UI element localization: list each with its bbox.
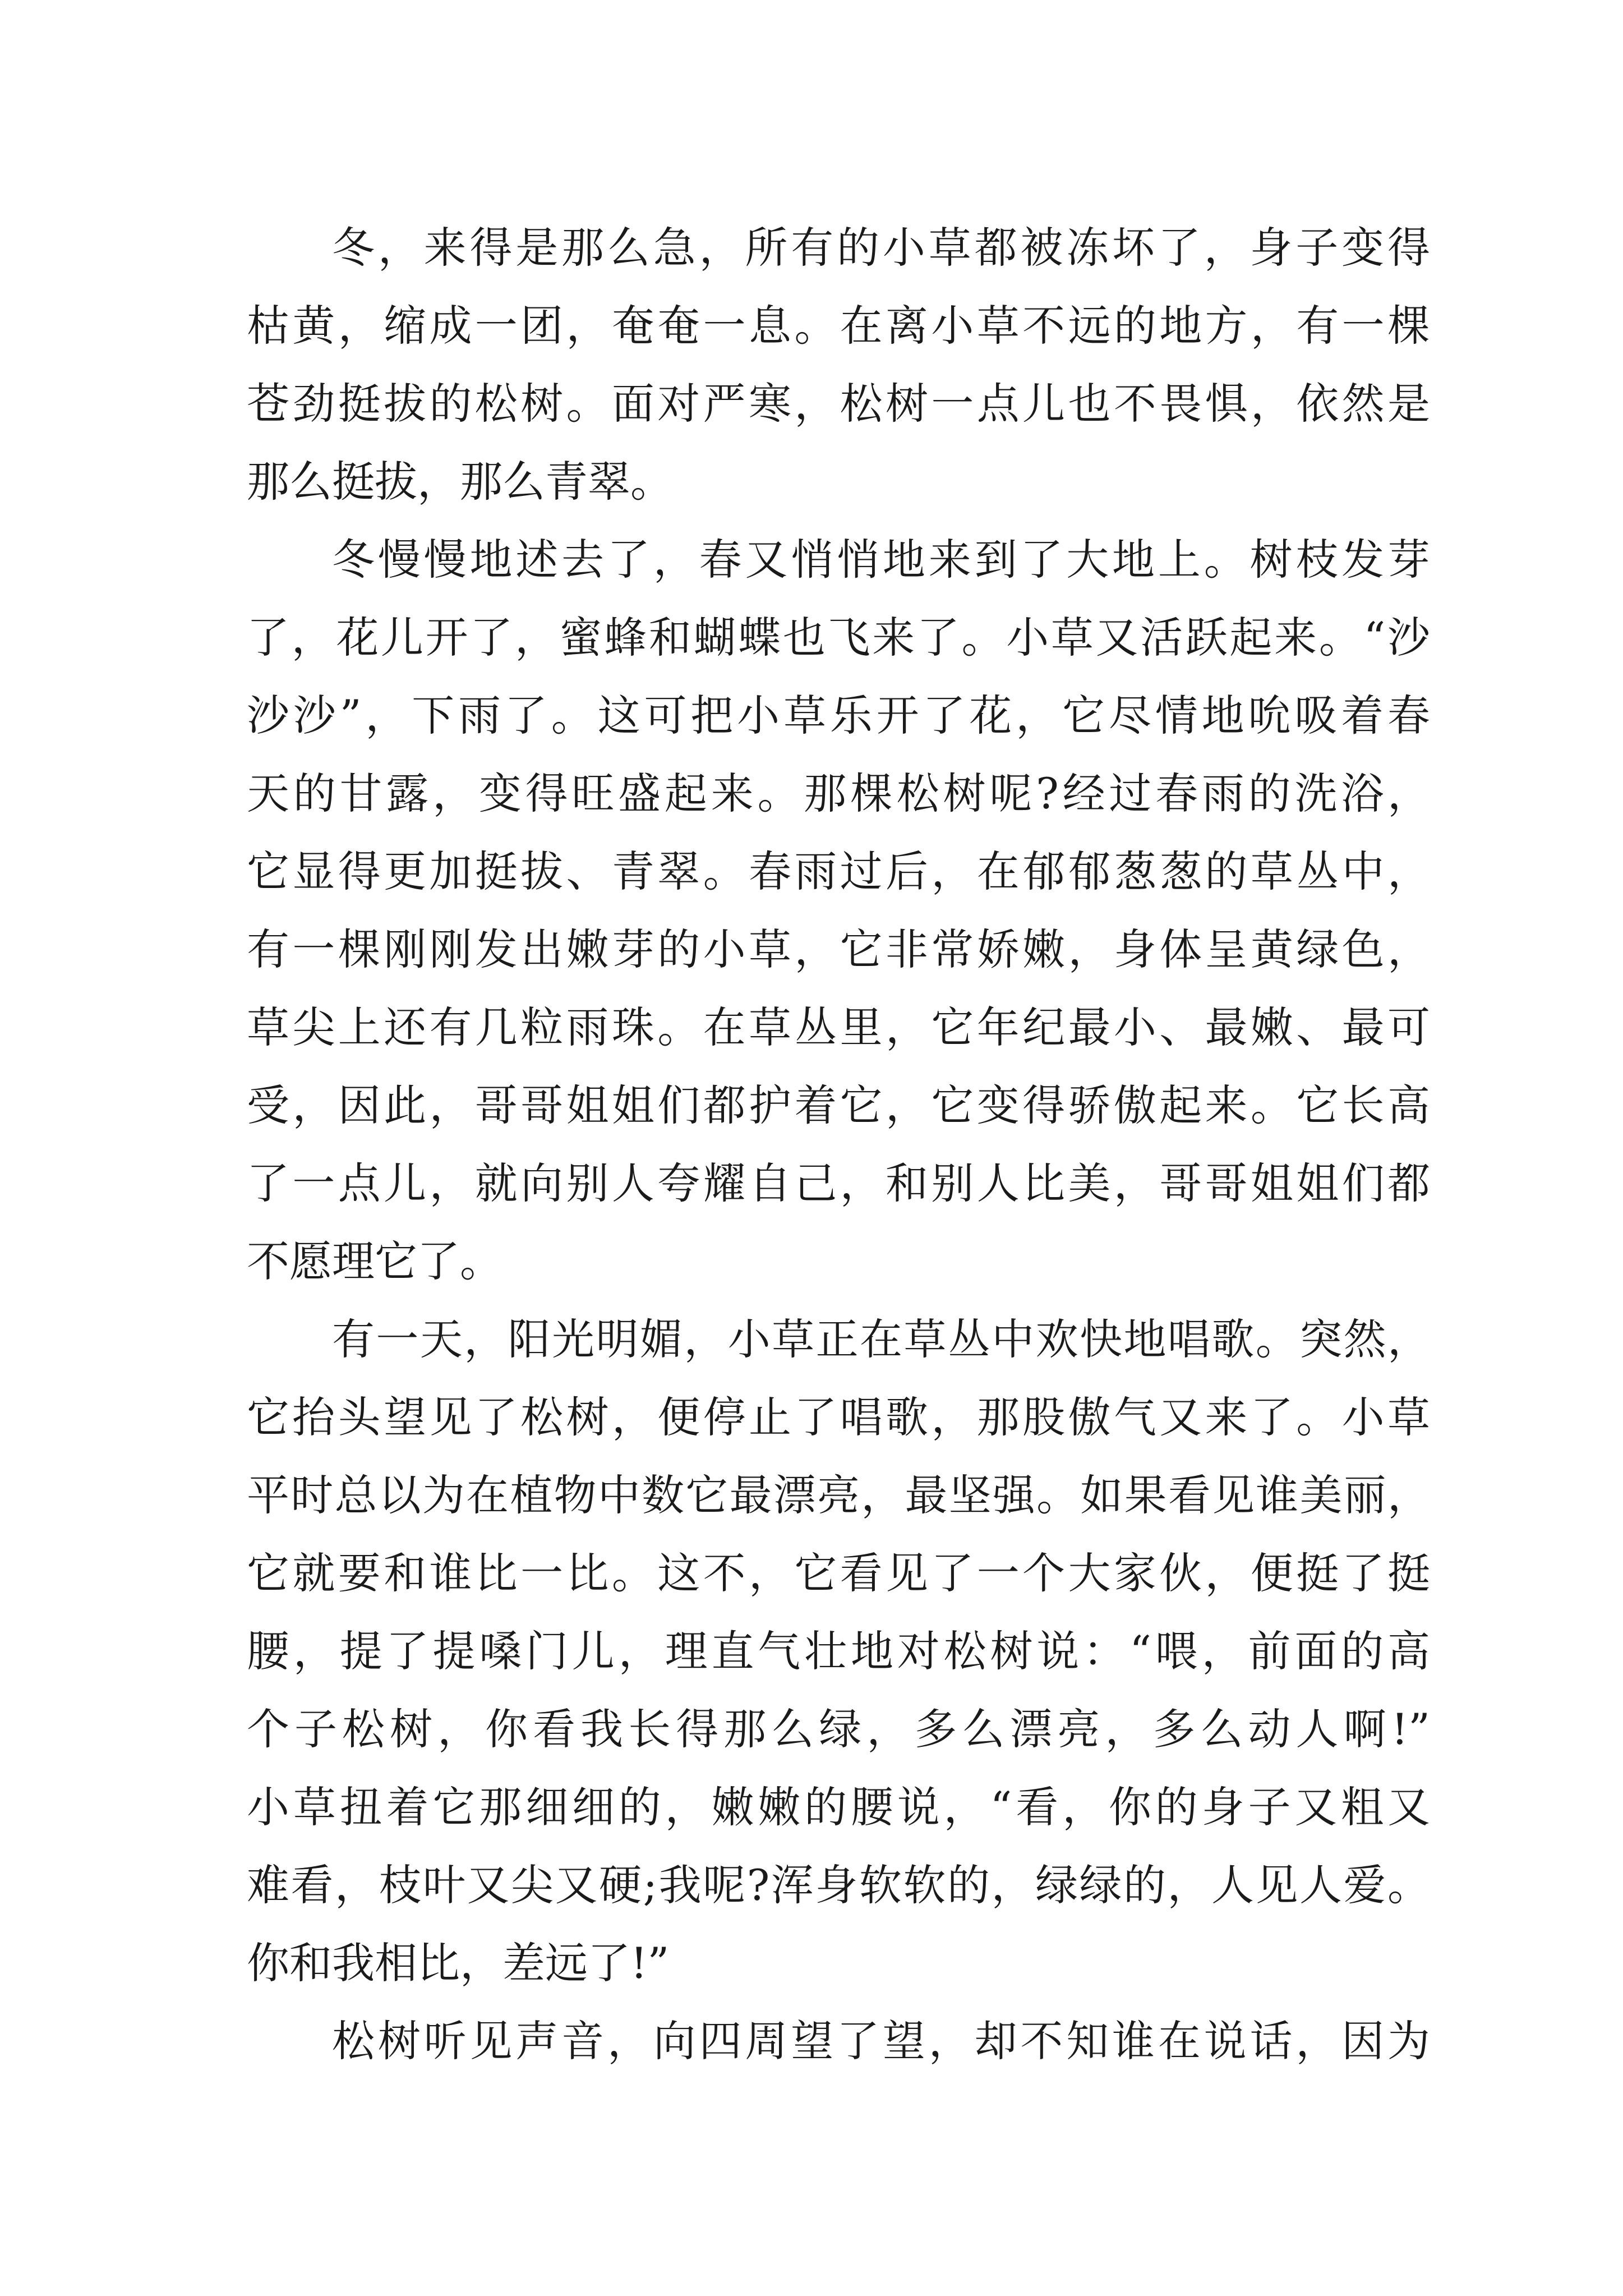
text-line: 个子松树，你看我长得那么绿，多么漂亮，多么动人啊!” (247, 1704, 1430, 1754)
text-line: 苍劲挺拔的松树。面对严寒，松树一点儿也不畏惧，依然是 (247, 379, 1430, 429)
text-line: 冬慢慢地述去了，春又悄悄地来到了大地上。树枝发芽 (332, 535, 1430, 585)
text-line: 它显得更加挺拔、青翠。春雨过后，在郁郁葱葱的草丛中， (247, 846, 1430, 896)
paragraph-3 (247, 1300, 1430, 2002)
text-line: 了一点儿，就向别人夸耀自己，和别人比美，哥哥姐姐们都 (247, 1158, 1430, 1208)
text-line: 小草扭着它那细细的，嫩嫩的腰说，“看，你的身子又粗又 (247, 1782, 1430, 1832)
text-line: 松树听见声音，向四周望了望，却不知谁在说话，因为 (332, 2016, 1430, 2066)
text-line: 了，花儿开了，蜜蜂和蝴蝶也飞来了。小草又活跃起来。“沙 (247, 613, 1430, 662)
text-line: 腰，提了提嗓门儿，理直气壮地对松树说：“喂，前面的高 (247, 1626, 1430, 1676)
text-line: 有一天，阳光明媚，小草正在草丛中欢快地唱歌。突然， (332, 1314, 1430, 1364)
text-line: 受，因此，哥哥姐姐们都护着它，它变得骄傲起来。它长高 (247, 1080, 1430, 1130)
text-line: 不愿理它了。 (247, 1236, 502, 1286)
story-text (247, 209, 1430, 2080)
text-line: 那么挺拔，那么青翠。 (247, 457, 673, 507)
text-line: 你和我相比，差远了!” (247, 1938, 670, 1988)
text-line: 冬，来得是那么急，所有的小草都被冻坏了，身子变得 (332, 223, 1430, 273)
text-line: 枯黄，缩成一团，奄奄一息。在离小草不远的地方，有一棵 (247, 301, 1430, 351)
paragraph-2 (247, 521, 1430, 1300)
text-line: 沙沙”，下雨了。这可把小草乐开了花，它尽情地吮吸着春 (247, 691, 1430, 740)
paragraph-1 (247, 209, 1430, 521)
paragraph-4 (247, 2002, 1430, 2080)
text-line: 难看，枝叶又尖又硬;我呢?浑身软软的，绿绿的，人见人爱。 (247, 1860, 1430, 1910)
text-line: 有一棵刚刚发出嫩芽的小草，它非常娇嫩，身体呈黄绿色， (247, 924, 1430, 974)
text-line: 它抬头望见了松树，便停止了唱歌，那股傲气又来了。小草 (247, 1392, 1430, 1442)
text-line: 它就要和谁比一比。这不，它看见了一个大家伙，便挺了挺 (247, 1548, 1430, 1598)
text-line: 平时总以为在植物中数它最漂亮，最坚强。如果看见谁美丽， (247, 1470, 1430, 1520)
text-line: 天的甘露，变得旺盛起来。那棵松树呢?经过春雨的洗浴， (247, 769, 1430, 818)
text-line: 草尖上还有几粒雨珠。在草丛里，它年纪最小、最嫩、最可 (247, 1002, 1430, 1052)
